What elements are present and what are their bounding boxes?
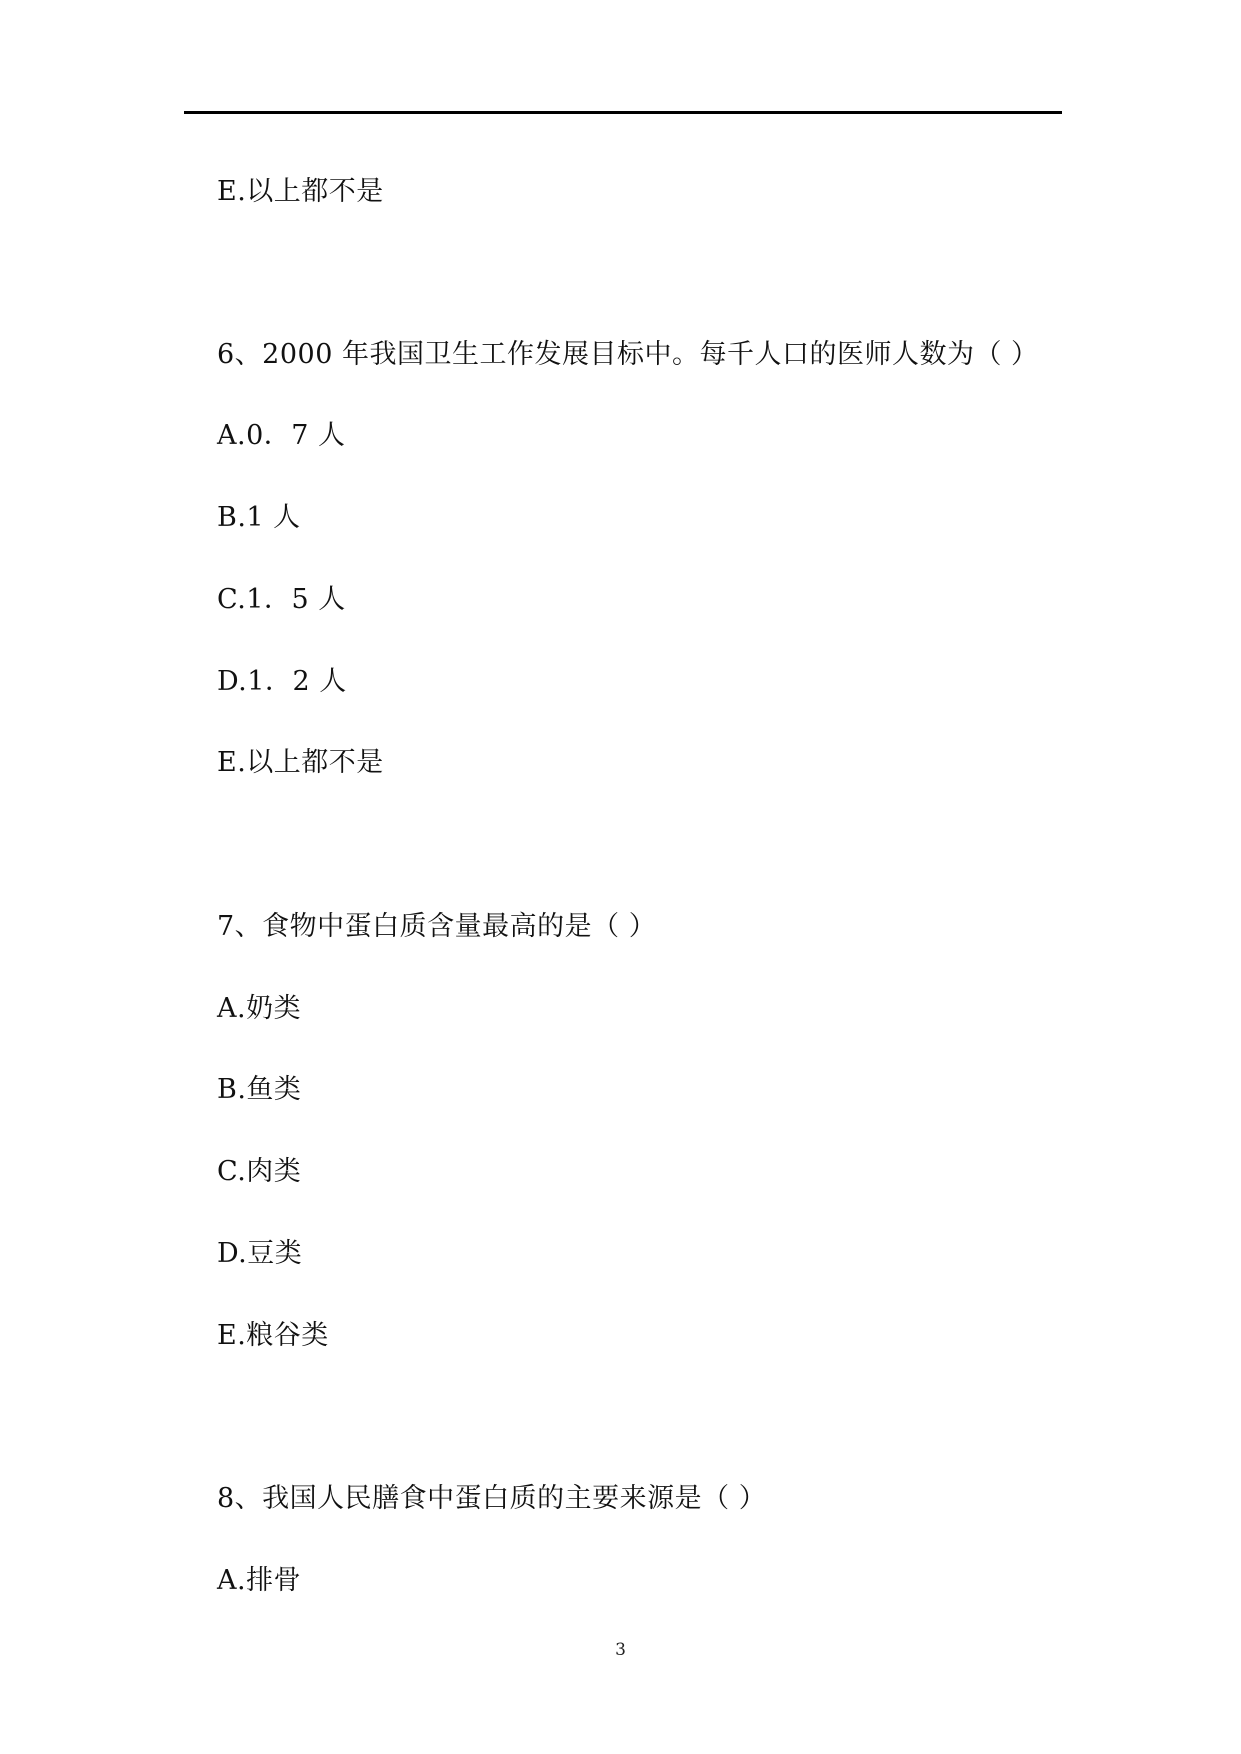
- page-number: 3: [615, 1640, 626, 1660]
- question-6: 6、2000 年我国卫生工作发展目标中。每千人口的医师人数为（ ）: [217, 339, 1039, 370]
- question-7-option-b: B.鱼类: [217, 1074, 302, 1105]
- question-6-option-d: D.1．2 人: [217, 666, 347, 697]
- question-7-option-d: D.豆类: [217, 1238, 303, 1269]
- header-rule: [184, 111, 1062, 114]
- question-6-option-b: B.1 人: [217, 502, 301, 533]
- question-7-option-e: E.粮谷类: [217, 1320, 329, 1351]
- question-7-option-a: A.奶类: [217, 993, 302, 1024]
- question-8: 8、我国人民膳食中蛋白质的主要来源是（ ）: [217, 1483, 767, 1514]
- question-8-option-a: A.排骨: [217, 1565, 302, 1596]
- question-7-option-c: C.肉类: [217, 1156, 302, 1187]
- option-e-previous: E.以上都不是: [217, 176, 384, 207]
- question-6-option-e: E.以上都不是: [217, 747, 384, 778]
- question-6-option-c: C.1．5 人: [217, 584, 346, 615]
- question-6-option-a: A.0．7 人: [217, 420, 346, 451]
- question-7: 7、食物中蛋白质含量最高的是（ ）: [217, 911, 657, 942]
